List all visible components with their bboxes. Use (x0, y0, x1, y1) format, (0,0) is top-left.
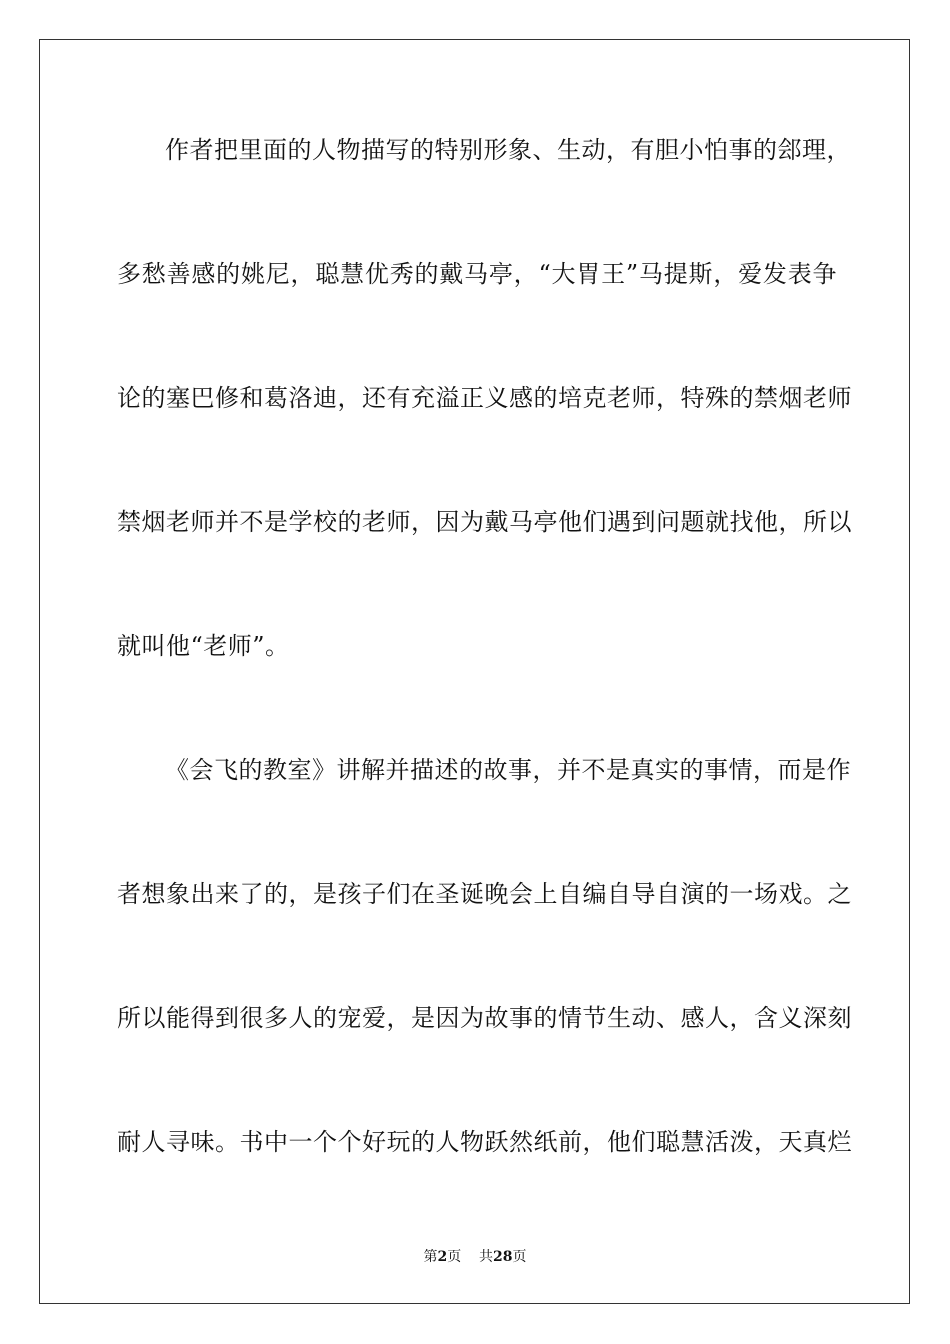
page-border (39, 39, 910, 1304)
text-line-6: 《会飞的教室》讲解并描述的故事，并不是真实的事情，而是作 (165, 756, 851, 784)
total-pages: 28 (493, 1249, 513, 1265)
page-footer (0, 1246, 950, 1266)
text-line-1: 作者把里面的人物描写的特别形象、生动，有胆小怕事的郐理， (165, 136, 851, 164)
page-number: 2 (437, 1249, 448, 1265)
total-prefix: 共 (479, 1249, 494, 1265)
text-line-9: 耐人寻味。书中一个个好玩的人物跃然纸前，他们聪慧活泼，天真烂 (117, 1128, 852, 1156)
text-line-8: 所以能得到很多人的宠爱，是因为故事的情节生动、感人，含义深刻 (117, 1004, 852, 1032)
page-suffix: 页 (447, 1249, 462, 1265)
page-prefix: 第 (423, 1249, 438, 1265)
total-suffix: 页 (512, 1249, 527, 1265)
text-line-3: 论的塞巴修和葛洛迪，还有充溢正义感的培克老师，特殊的禁烟老师 (117, 384, 852, 412)
text-line-7: 者想象出来了的，是孩子们在圣诞晚会上自编自导自演的一场戏。之 (117, 880, 852, 908)
text-line-2: 多愁善感的姚尼，聪慧优秀的戴马亭，“大胃王”马提斯，爱发表争 (117, 260, 837, 288)
text-line-5: 就叫他“老师”。 (117, 632, 290, 660)
text-line-4: 禁烟老师并不是学校的老师，因为戴马亭他们遇到问题就找他，所以 (117, 508, 852, 536)
